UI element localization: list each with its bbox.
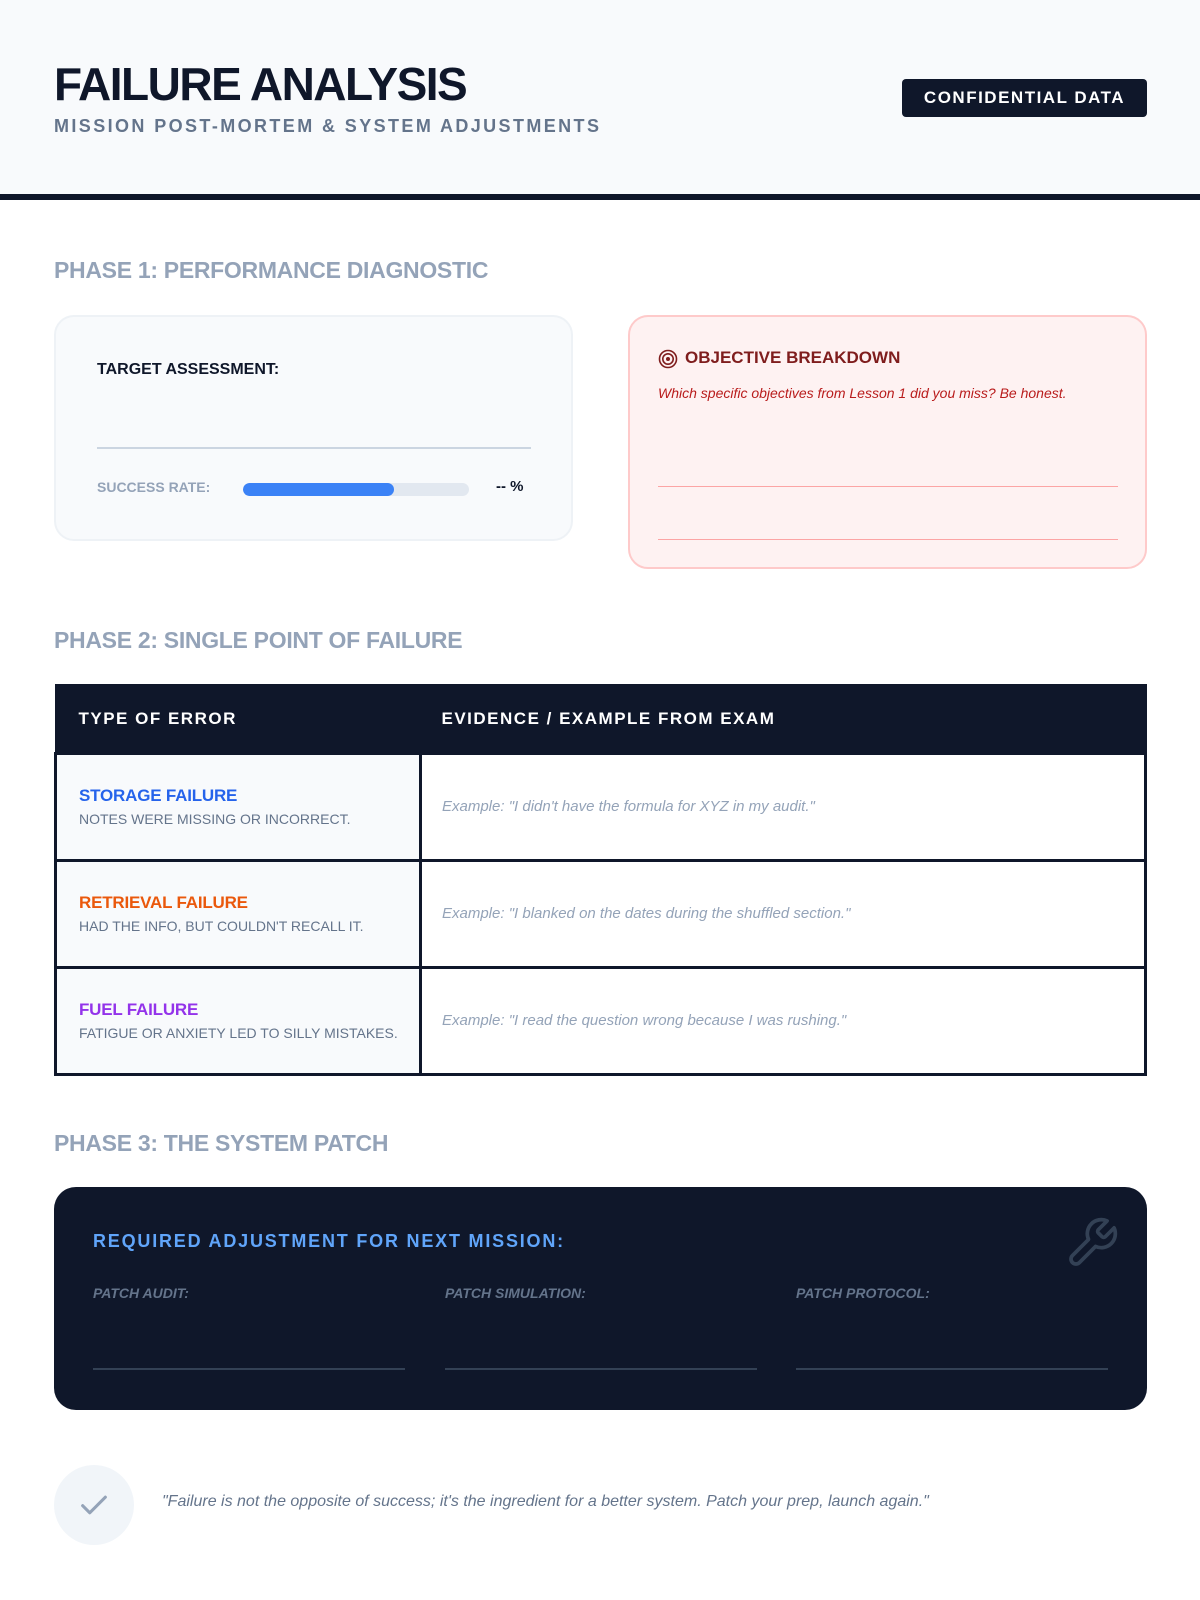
patch-simulation-input-line[interactable]	[445, 1368, 757, 1370]
wrench-icon	[1064, 1215, 1120, 1271]
evidence-cell[interactable]	[421, 967, 1146, 1074]
error-name-fuel: FUEL FAILURE	[79, 1000, 199, 1019]
success-rate-bar	[243, 483, 469, 496]
table-header-row	[56, 685, 1146, 753]
phase2-heading: PHASE 2: SINGLE POINT OF FAILURE	[54, 627, 463, 653]
error-type-cell	[56, 967, 421, 1074]
objective-breakdown-title: OBJECTIVE BREAKDOWN	[685, 348, 901, 367]
objective-answer-line-2[interactable]	[658, 539, 1118, 540]
phase3-heading: PHASE 3: THE SYSTEM PATCH	[54, 1130, 389, 1156]
phase1-heading: PHASE 1: PERFORMANCE DIAGNOSTIC	[54, 257, 489, 283]
evidence-cell[interactable]	[421, 860, 1146, 967]
evidence-example: Example: "I didn't have the formula for XYZ in my audit."	[442, 798, 815, 815]
target-icon	[658, 349, 678, 369]
evidence-example: Example: "I read the question wrong because I was rushing."	[442, 1012, 847, 1029]
success-rate-label: SUCCESS RATE:	[97, 479, 211, 495]
target-assessment-label: TARGET ASSESSMENT:	[97, 361, 280, 378]
success-rate-bar-fill	[243, 483, 394, 496]
target-assessment-card	[54, 315, 573, 541]
objective-answer-line-1[interactable]	[658, 486, 1118, 487]
page-subtitle: MISSION POST-MORTEM & SYSTEM ADJUSTMENTS	[54, 116, 602, 136]
error-type-cell	[56, 753, 421, 860]
patch-audit-label: PATCH AUDIT:	[93, 1285, 189, 1301]
success-rate-value[interactable]: -- %	[496, 478, 524, 495]
page-header	[0, 0, 1200, 200]
error-type-cell	[56, 860, 421, 967]
error-type-table	[54, 684, 1147, 1076]
patch-simulation-label: PATCH SIMULATION:	[445, 1285, 586, 1301]
column-header-evidence: EVIDENCE / EXAMPLE FROM EXAM	[421, 685, 1146, 753]
checkmark-icon	[77, 1488, 111, 1522]
error-name-storage: STORAGE FAILURE	[79, 786, 238, 805]
table-row	[56, 753, 1146, 860]
table-row	[56, 860, 1146, 967]
target-assessment-input-line[interactable]	[97, 447, 531, 449]
error-description: HAD THE INFO, BUT COULDN'T RECALL IT.	[79, 918, 364, 934]
error-description: FATIGUE OR ANXIETY LED TO SILLY MISTAKES.	[79, 1025, 398, 1041]
page-title: FAILURE ANALYSIS	[54, 58, 467, 110]
confidential-badge: CONFIDENTIAL DATA	[902, 79, 1147, 117]
patch-protocol-input-line[interactable]	[796, 1368, 1108, 1370]
system-patch-panel	[54, 1187, 1147, 1410]
patch-audit-input-line[interactable]	[93, 1368, 405, 1370]
evidence-example: Example: "I blanked on the dates during the shuffled section."	[442, 905, 851, 922]
footer-quote: "Failure is not the opposite of success; it's the ingredient for a better system. Patch your prep, launch again."	[162, 1493, 929, 1510]
column-header-type: TYPE OF ERROR	[56, 685, 421, 753]
error-description: NOTES WERE MISSING OR INCORRECT.	[79, 811, 351, 827]
patch-panel-title: REQUIRED ADJUSTMENT FOR NEXT MISSION:	[93, 1231, 565, 1251]
table-row	[56, 967, 1146, 1074]
evidence-cell[interactable]	[421, 753, 1146, 860]
objective-breakdown-card	[628, 315, 1147, 569]
checkmark-badge	[54, 1465, 134, 1545]
patch-protocol-label: PATCH PROTOCOL:	[796, 1285, 930, 1301]
error-name-retrieval: RETRIEVAL FAILURE	[79, 893, 248, 912]
objective-breakdown-prompt: Which specific objectives from Lesson 1 did you miss? Be honest.	[658, 385, 1067, 401]
